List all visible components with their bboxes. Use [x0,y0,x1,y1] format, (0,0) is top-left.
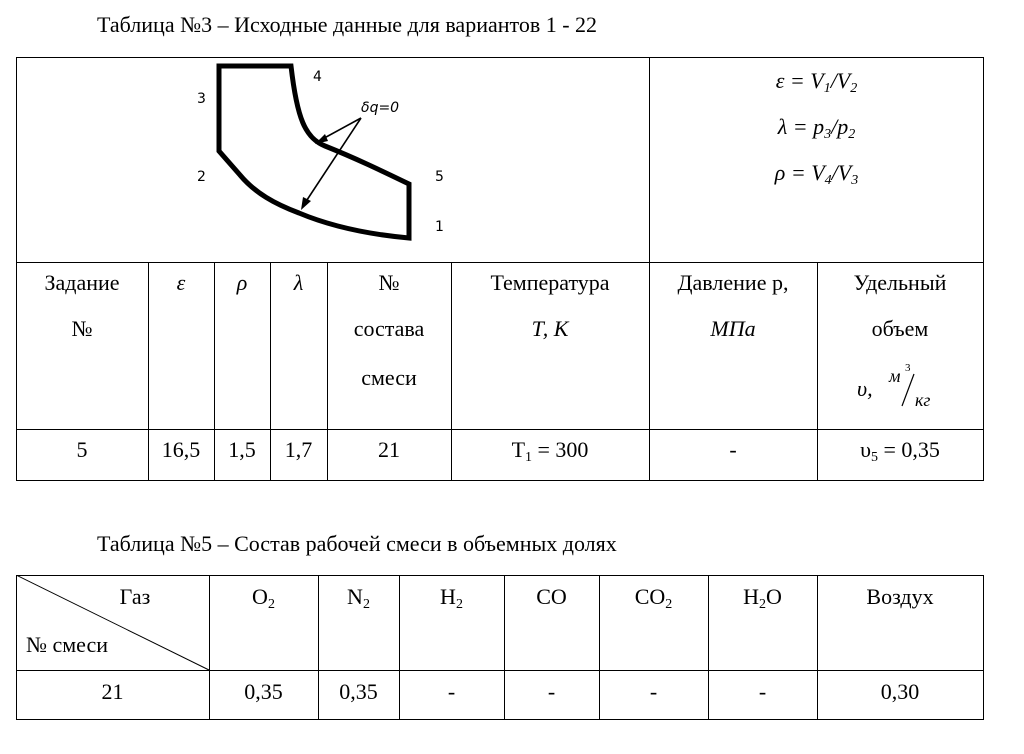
formula-lam-sub2: 2 [848,127,856,142]
point-label-2: 2 [197,169,206,185]
t5-row-co2: - [649,679,658,704]
volume-unit-slash [900,372,916,408]
t5-row-mix: 21 [101,679,124,704]
header-pressure: Давление p, [677,270,789,295]
formula-rho [650,160,983,186]
volume-unit-exponent: 3 [905,362,911,374]
table5-border-bottom [16,719,984,720]
gas-n2 [318,584,399,610]
gas-h2o [708,584,817,610]
gas-h2-base: H [440,584,456,609]
pv-cycle-diagram [185,58,475,248]
row-temperature [451,437,649,463]
gas-co: CO [536,584,567,609]
point-label-5: 5 [435,169,444,185]
gas-n2-base: N [347,584,363,609]
gas-h2o-tail: O [766,584,782,609]
header-temperature: Температура [490,270,610,295]
gas-air: Воздух [866,584,934,609]
gas-co2 [599,584,708,610]
point-label-1: 1 [435,219,444,235]
formula-rho-mid: /V [831,160,852,185]
gas-h2-sub: 2 [455,597,463,612]
gas-co2-base: CO [634,584,666,609]
t5-row-n2: 0,35 [339,679,378,704]
header-volume-line2: объем [871,316,929,341]
point-label-4: 4 [313,69,322,85]
row-task: 5 [76,437,88,462]
header-volume: Удельный [853,270,947,295]
formula-eps-sub2: 2 [850,81,858,96]
corner-gas-label: Газ [119,584,151,609]
table5-caption: Таблица №5 – Состав рабочей смеси в объемных долях [97,531,617,556]
t5-row-h2: - [447,679,456,704]
row-pressure: - [729,437,737,462]
table3-line-row [16,429,984,430]
table3-border-bottom [16,480,984,481]
table3-border-right [983,57,984,481]
gas-h2o-base: H [743,584,759,609]
header-mix-number: № [378,270,400,295]
gas-o2 [209,584,318,610]
row-mix: 21 [378,437,400,462]
gas-n2-sub: 2 [362,597,370,612]
volume-symbol: υ, [857,376,873,401]
header-pressure-unit: МПа [710,316,756,341]
formula-eps-mid: /V [830,68,851,93]
header-epsilon: ε [176,270,186,295]
row-volume [817,437,983,463]
formula-lambda [650,114,983,140]
row-rho: 1,5 [228,437,256,462]
corner-mix-label: № смеси [26,632,109,657]
gas-o2-sub: 2 [267,597,275,612]
row-vol-sub: 5 [870,450,878,465]
formula-eps-lhs: ε = V [775,68,824,93]
gas-o2-base: O [252,584,268,609]
row-temp-value: = 300 [532,437,589,462]
header-lambda: λ [293,270,304,295]
row-vol-prefix: υ [860,437,871,462]
formula-lam-mid: /p [831,114,849,139]
gas-h2o-sub: 2 [759,597,766,612]
row-lambda: 1,7 [284,437,313,462]
table3-border-top [16,57,984,58]
header-temperature-unit: Т, К [531,316,569,341]
table3-border-left [16,57,17,481]
t5-row-h2o: - [758,679,767,704]
point-label-3: 3 [197,91,206,107]
formula-lam-sub1: 3 [824,127,832,142]
header-task: Задание [44,270,120,295]
gas-co2-sub: 2 [665,597,673,612]
table3-caption: Таблица №3 – Исходные данные для вариантов 1 - 22 [97,12,598,37]
header-task-number: № [71,316,93,341]
header-rho: ρ [236,270,248,295]
arrow-head-lower [301,197,311,210]
volume-unit-numerator: м [889,366,901,386]
volume-unit-denominator: кг [915,390,931,410]
formula-epsilon [650,68,983,94]
t5-row-co: - [547,679,556,704]
t5-row-o2: 0,35 [244,679,283,704]
row-vol-value: = 0,35 [877,437,940,462]
row-temp-prefix: Т [511,437,526,462]
row-epsilon: 16,5 [161,437,201,462]
cycle-outline [219,66,409,238]
gas-h2 [399,584,504,610]
table5-border-right [983,575,984,720]
header-mix-mixture: смеси [361,365,417,390]
arrow-line-lower [303,118,361,206]
header-mix-composition: состава [353,316,425,341]
t5-row-air: 0,30 [880,679,920,704]
row-temp-sub: 1 [525,450,533,465]
formula-rho-sub1: 4 [824,173,832,188]
formula-lam-lhs: λ = p [777,114,825,139]
table3-line-header [16,262,984,263]
formula-eps-sub1: 1 [823,81,831,96]
adiabatic-label: δq=0 [361,100,400,116]
formula-rho-sub2: 3 [851,173,859,188]
formula-rho-lhs: ρ = V [774,160,825,185]
